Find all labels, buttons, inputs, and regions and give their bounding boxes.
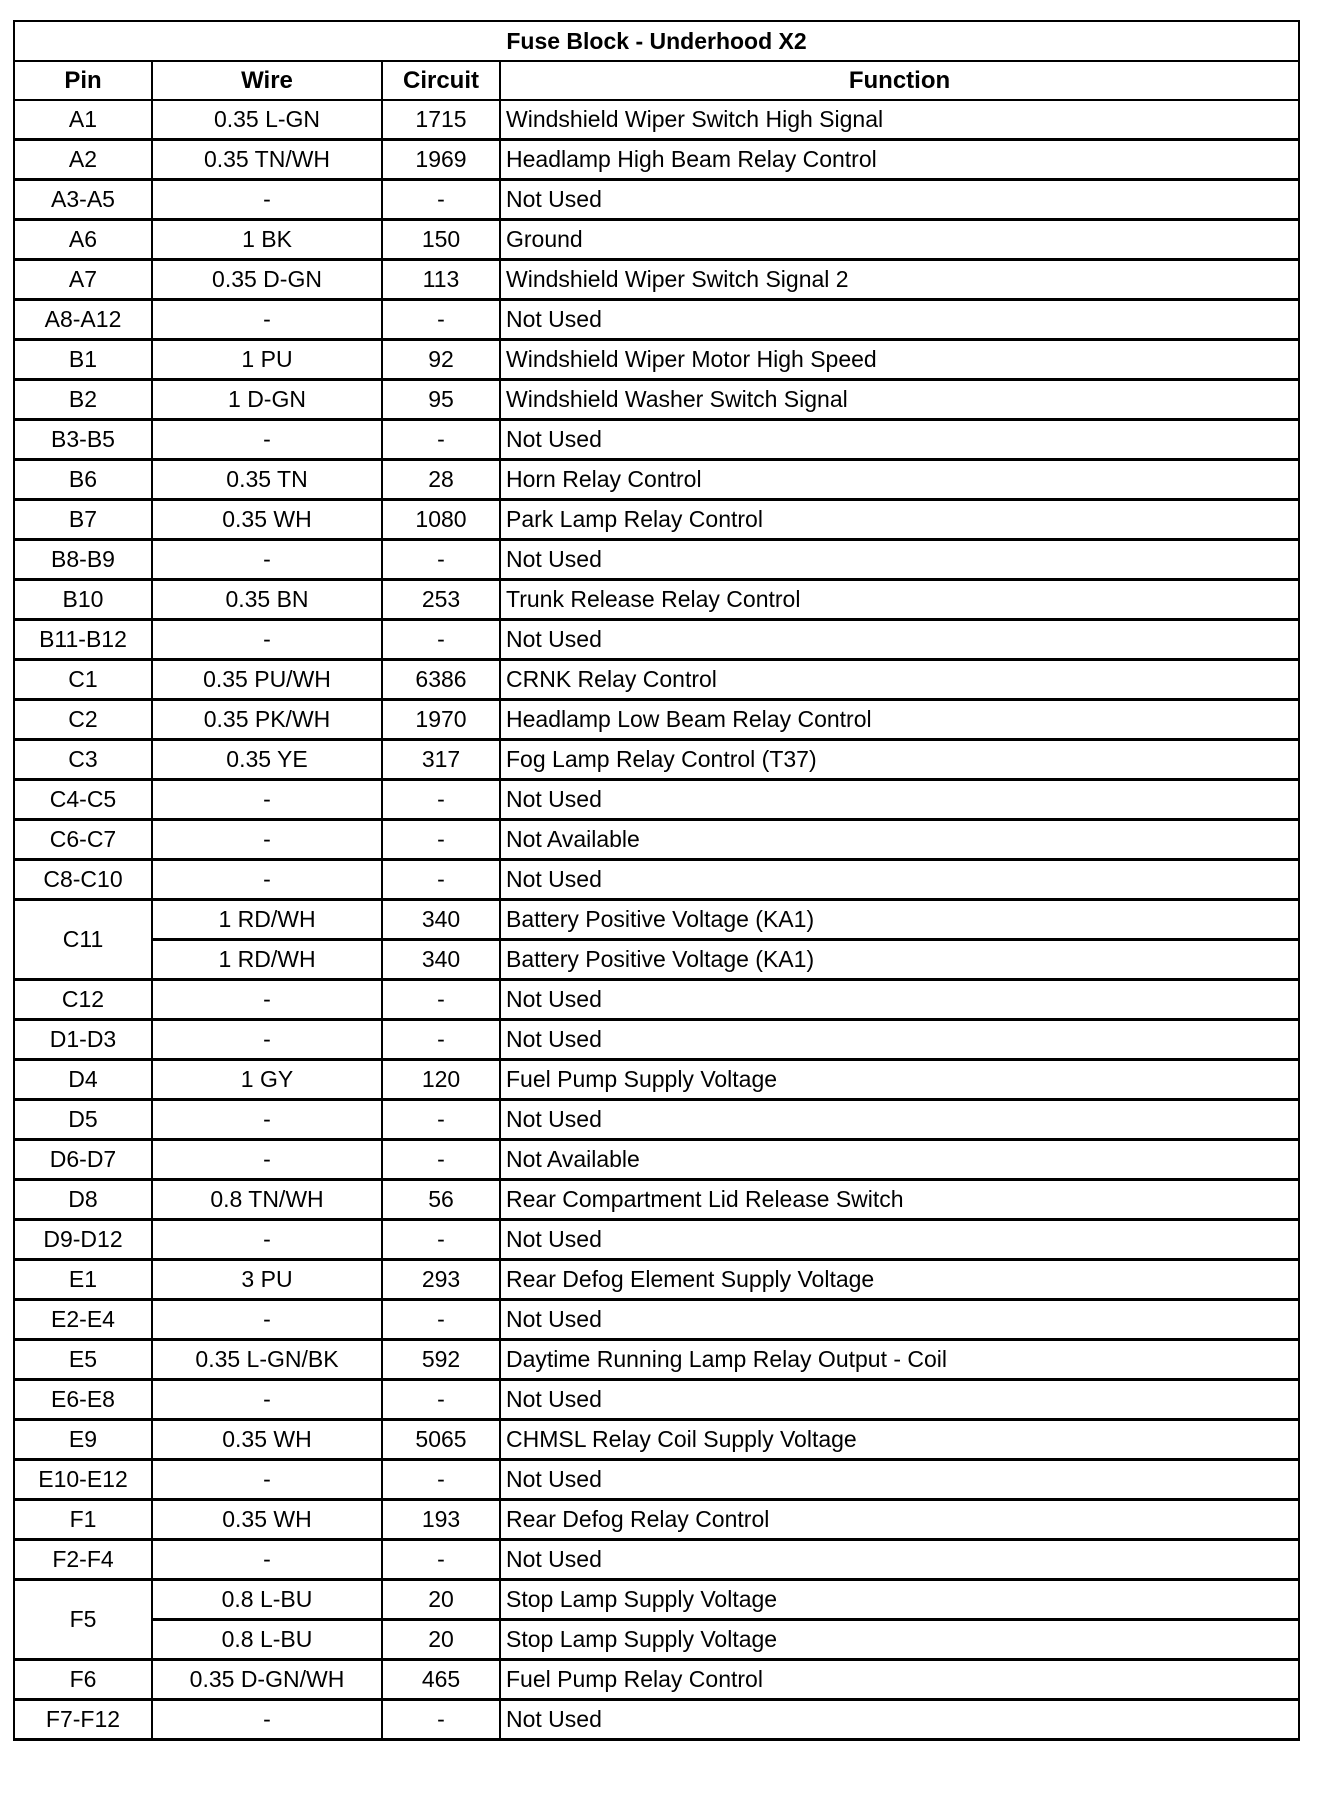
circuit-cell: 20 [382,1580,500,1620]
wire-cell: - [152,180,382,220]
function-cell: Not Used [500,180,1299,220]
function-cell: Ground [500,220,1299,260]
table-row [14,260,1299,300]
function-cell: Not Used [500,1220,1299,1260]
pin-cell: D9-D12 [14,1220,152,1260]
wire-cell: - [152,420,382,460]
table-row [14,1140,1299,1180]
circuit-cell: 92 [382,340,500,380]
column-header-circuit: Circuit [382,61,500,100]
circuit-cell: - [382,620,500,660]
column-header-function: Function [500,61,1299,100]
pin-cell: F5 [14,1580,152,1660]
circuit-cell: 592 [382,1340,500,1380]
function-cell: Headlamp Low Beam Relay Control [500,700,1299,740]
circuit-cell: 150 [382,220,500,260]
table-row [14,1420,1299,1460]
circuit-cell: - [382,180,500,220]
circuit-cell: 1969 [382,140,500,180]
pin-cell: B2 [14,380,152,420]
circuit-cell: 5065 [382,1420,500,1460]
wire-cell: 1 RD/WH [152,940,382,980]
function-cell: Not Available [500,820,1299,860]
pin-cell: B3-B5 [14,420,152,460]
table-row [14,1620,1299,1660]
table-row [14,500,1299,540]
pin-cell: B11-B12 [14,620,152,660]
connector-table-container [13,20,1298,1741]
function-cell: Fuel Pump Supply Voltage [500,1060,1299,1100]
pin-cell: E1 [14,1260,152,1300]
pin-cell: D6-D7 [14,1140,152,1180]
wire-cell: 0.35 WH [152,1420,382,1460]
circuit-cell: 317 [382,740,500,780]
wire-cell: - [152,1700,382,1740]
function-cell: Horn Relay Control [500,460,1299,500]
function-cell: Not Used [500,1460,1299,1500]
wire-cell: - [152,820,382,860]
table-row [14,1340,1299,1380]
pin-cell: E6-E8 [14,1380,152,1420]
table-row [14,1300,1299,1340]
pin-cell: E5 [14,1340,152,1380]
circuit-cell: - [382,820,500,860]
wire-cell: 1 D-GN [152,380,382,420]
wire-cell: - [152,1380,382,1420]
table-row [14,100,1299,140]
circuit-cell: - [382,860,500,900]
table-row [14,300,1299,340]
wire-cell: 0.35 L-GN [152,100,382,140]
pin-cell: D1-D3 [14,1020,152,1060]
wire-cell: 1 RD/WH [152,900,382,940]
table-row [14,1500,1299,1540]
wire-cell: - [152,1220,382,1260]
table-row [14,1460,1299,1500]
pin-cell: F2-F4 [14,1540,152,1580]
table-row [14,460,1299,500]
circuit-cell: - [382,1700,500,1740]
pin-cell: F1 [14,1500,152,1540]
function-cell: Not Available [500,1140,1299,1180]
circuit-cell: - [382,1380,500,1420]
pin-cell: D5 [14,1100,152,1140]
function-cell: Rear Defog Relay Control [500,1500,1299,1540]
table-row [14,1660,1299,1700]
table-row [14,780,1299,820]
table-row [14,140,1299,180]
table-row [14,1020,1299,1060]
function-cell: Not Used [500,1100,1299,1140]
wire-cell: 0.8 L-BU [152,1620,382,1660]
wire-cell: - [152,1140,382,1180]
function-cell: Not Used [500,980,1299,1020]
wire-cell: - [152,300,382,340]
wire-cell: 3 PU [152,1260,382,1300]
wire-cell: - [152,980,382,1020]
pin-cell: B7 [14,500,152,540]
circuit-cell: 1080 [382,500,500,540]
circuit-cell: - [382,1140,500,1180]
pin-cell: C11 [14,900,152,980]
table-row [14,1220,1299,1260]
circuit-cell: - [382,420,500,460]
pin-cell: F7-F12 [14,1700,152,1740]
table-title: Fuse Block - Underhood X2 [14,21,1299,61]
pin-cell: C8-C10 [14,860,152,900]
pin-cell: E10-E12 [14,1460,152,1500]
table-row [14,820,1299,860]
circuit-cell: 193 [382,1500,500,1540]
table-row [14,620,1299,660]
table-row [14,580,1299,620]
circuit-cell: 95 [382,380,500,420]
function-cell: Battery Positive Voltage (KA1) [500,900,1299,940]
function-cell: Not Used [500,860,1299,900]
function-cell: Rear Compartment Lid Release Switch [500,1180,1299,1220]
wire-cell: 0.35 TN/WH [152,140,382,180]
pin-cell: C4-C5 [14,780,152,820]
function-cell: CRNK Relay Control [500,660,1299,700]
table-row [14,1180,1299,1220]
wire-cell: 0.35 TN [152,460,382,500]
wire-cell: - [152,1020,382,1060]
circuit-cell: - [382,540,500,580]
wire-cell: 0.35 PU/WH [152,660,382,700]
table-row [14,980,1299,1020]
wire-cell: - [152,1540,382,1580]
table-row [14,220,1299,260]
function-cell: Not Used [500,1700,1299,1740]
function-cell: Stop Lamp Supply Voltage [500,1620,1299,1660]
circuit-cell: 20 [382,1620,500,1660]
wire-cell: - [152,780,382,820]
table-row [14,1580,1299,1620]
function-cell: Not Used [500,1300,1299,1340]
circuit-cell: - [382,1100,500,1140]
table-row [14,1380,1299,1420]
table-row [14,660,1299,700]
circuit-cell: 340 [382,900,500,940]
wire-cell: 0.35 D-GN [152,260,382,300]
pin-cell: B6 [14,460,152,500]
function-cell: Fuel Pump Relay Control [500,1660,1299,1700]
function-cell: CHMSL Relay Coil Supply Voltage [500,1420,1299,1460]
wire-cell: 0.8 L-BU [152,1580,382,1620]
table-row [14,860,1299,900]
circuit-cell: - [382,1460,500,1500]
wire-cell: 1 GY [152,1060,382,1100]
function-cell: Not Used [500,1380,1299,1420]
circuit-cell: - [382,1300,500,1340]
function-cell: Not Used [500,780,1299,820]
function-cell: Daytime Running Lamp Relay Output - Coil [500,1340,1299,1380]
wire-cell: 0.35 D-GN/WH [152,1660,382,1700]
table-row [14,540,1299,580]
pin-cell: E9 [14,1420,152,1460]
wire-cell: 0.8 TN/WH [152,1180,382,1220]
function-cell: Not Used [500,1020,1299,1060]
pin-cell: C12 [14,980,152,1020]
pin-cell: A2 [14,140,152,180]
table-row [14,420,1299,460]
wire-cell: 0.35 WH [152,500,382,540]
circuit-cell: 253 [382,580,500,620]
pin-cell: C1 [14,660,152,700]
wire-cell: 0.35 L-GN/BK [152,1340,382,1380]
table-row [14,1060,1299,1100]
function-cell: Trunk Release Relay Control [500,580,1299,620]
function-cell: Windshield Wiper Motor High Speed [500,340,1299,380]
wire-cell: 0.35 WH [152,1500,382,1540]
pin-cell: A3-A5 [14,180,152,220]
circuit-cell: - [382,1020,500,1060]
circuit-cell: - [382,1540,500,1580]
circuit-cell: - [382,300,500,340]
table-row [14,940,1299,980]
function-cell: Not Used [500,300,1299,340]
pin-cell: D4 [14,1060,152,1100]
function-cell: Windshield Wiper Switch High Signal [500,100,1299,140]
wire-cell: 0.35 YE [152,740,382,780]
wire-cell: - [152,1100,382,1140]
table-body [14,100,1299,1740]
circuit-cell: 465 [382,1660,500,1700]
function-cell: Not Used [500,1540,1299,1580]
function-cell: Stop Lamp Supply Voltage [500,1580,1299,1620]
circuit-cell: 340 [382,940,500,980]
pin-cell: B1 [14,340,152,380]
table-row [14,1260,1299,1300]
column-header-pin: Pin [14,61,152,100]
fuse-block-table [13,20,1300,1741]
circuit-cell: 120 [382,1060,500,1100]
table-row [14,740,1299,780]
pin-cell: B8-B9 [14,540,152,580]
table-row [14,340,1299,380]
function-cell: Not Used [500,540,1299,580]
pin-cell: C3 [14,740,152,780]
wire-cell: - [152,1300,382,1340]
circuit-cell: 293 [382,1260,500,1300]
function-cell: Fog Lamp Relay Control (T37) [500,740,1299,780]
circuit-cell: - [382,1220,500,1260]
pin-cell: C6-C7 [14,820,152,860]
function-cell: Rear Defog Element Supply Voltage [500,1260,1299,1300]
pin-cell: B10 [14,580,152,620]
wire-cell: - [152,620,382,660]
function-cell: Park Lamp Relay Control [500,500,1299,540]
pin-cell: D8 [14,1180,152,1220]
wire-cell: 1 PU [152,340,382,380]
function-cell: Battery Positive Voltage (KA1) [500,940,1299,980]
pin-cell: A1 [14,100,152,140]
table-row [14,380,1299,420]
table-row [14,700,1299,740]
circuit-cell: - [382,980,500,1020]
pin-cell: A6 [14,220,152,260]
pin-cell: A8-A12 [14,300,152,340]
pin-cell: A7 [14,260,152,300]
pin-cell: E2-E4 [14,1300,152,1340]
table-row [14,180,1299,220]
circuit-cell: 1715 [382,100,500,140]
wire-cell: - [152,860,382,900]
function-cell: Headlamp High Beam Relay Control [500,140,1299,180]
circuit-cell: 6386 [382,660,500,700]
table-row [14,1540,1299,1580]
wire-cell: 0.35 BN [152,580,382,620]
pin-cell: C2 [14,700,152,740]
wire-cell: - [152,1460,382,1500]
circuit-cell: 113 [382,260,500,300]
circuit-cell: - [382,780,500,820]
function-cell: Not Used [500,620,1299,660]
wire-cell: 0.35 PK/WH [152,700,382,740]
pin-cell: F6 [14,1660,152,1700]
circuit-cell: 28 [382,460,500,500]
function-cell: Windshield Wiper Switch Signal 2 [500,260,1299,300]
wire-cell: - [152,540,382,580]
function-cell: Not Used [500,420,1299,460]
table-row [14,1100,1299,1140]
circuit-cell: 56 [382,1180,500,1220]
table-row [14,900,1299,940]
function-cell: Windshield Washer Switch Signal [500,380,1299,420]
circuit-cell: 1970 [382,700,500,740]
column-header-wire: Wire [152,61,382,100]
wire-cell: 1 BK [152,220,382,260]
table-row [14,1700,1299,1740]
